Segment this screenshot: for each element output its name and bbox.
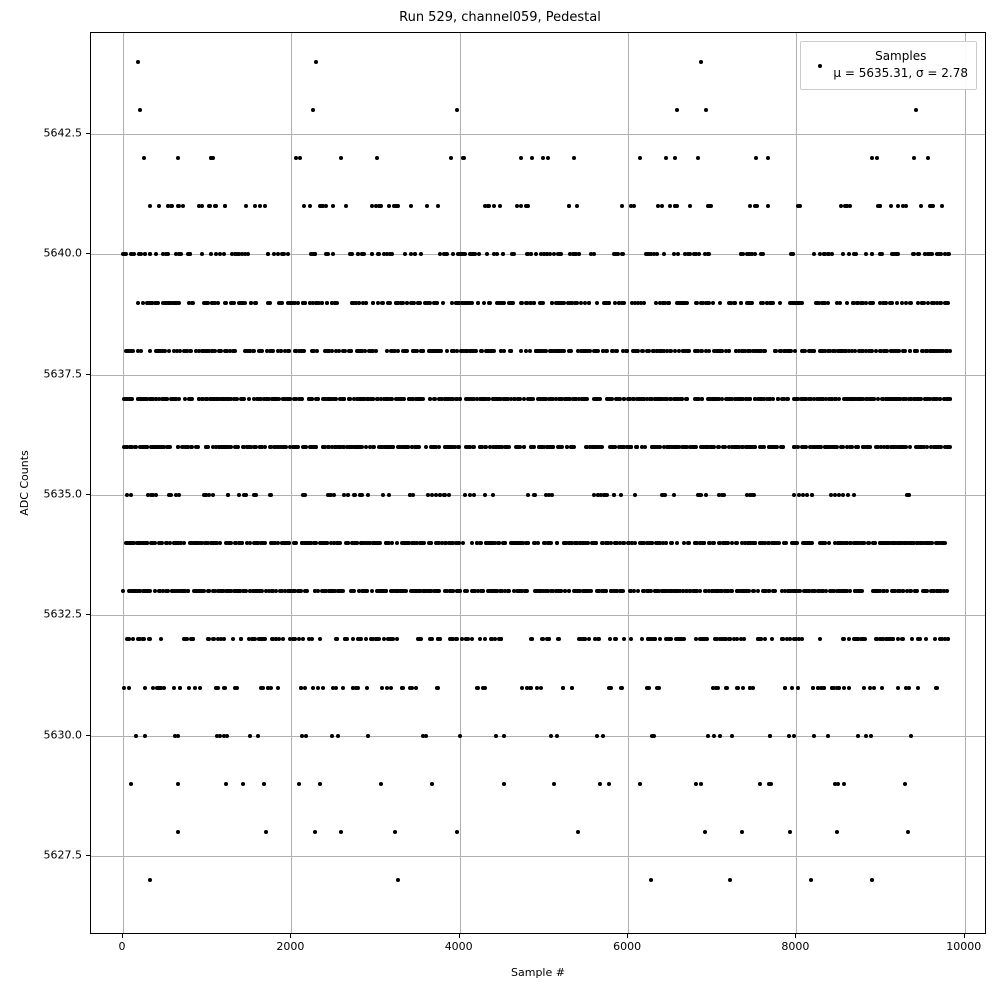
y-axis-label: ADC Counts <box>18 450 31 516</box>
gridline-vertical <box>628 33 629 933</box>
y-tick-label: 5640.0 <box>43 246 82 260</box>
scatter-marker-icon <box>818 64 822 68</box>
x-tick-label: 10000 <box>946 940 982 953</box>
gridline-horizontal <box>91 856 985 857</box>
y-tick <box>86 855 90 856</box>
y-tick-label: 5627.5 <box>43 848 82 862</box>
x-tick <box>964 934 965 938</box>
x-tick-label: 4000 <box>444 940 473 953</box>
y-tick-label: 5632.5 <box>43 607 82 621</box>
x-tick-label: 6000 <box>613 940 642 953</box>
gridline-horizontal <box>91 134 985 135</box>
y-tick <box>86 374 90 375</box>
x-tick <box>795 934 796 938</box>
x-tick <box>459 934 460 938</box>
plot-area <box>90 32 986 934</box>
x-tick-label: 2000 <box>276 940 305 953</box>
legend-marker <box>807 58 833 72</box>
x-axis-label: Sample # <box>511 966 565 979</box>
y-tick <box>86 494 90 495</box>
gridline-vertical <box>123 33 124 933</box>
x-tick-label: 8000 <box>781 940 810 953</box>
gridline-vertical <box>460 33 461 933</box>
x-tick <box>122 934 123 938</box>
gridline-horizontal <box>91 375 985 376</box>
y-tick <box>86 735 90 736</box>
x-tick-label: 0 <box>118 940 126 953</box>
y-tick-label: 5635.0 <box>43 487 82 501</box>
y-tick-label: 5630.0 <box>43 728 82 742</box>
x-tick <box>290 934 291 938</box>
y-tick-label: 5642.5 <box>43 126 82 140</box>
gridline-vertical <box>796 33 797 933</box>
legend-label-stats: μ = 5635.31, σ = 2.78 <box>833 66 968 81</box>
legend-text <box>833 48 968 83</box>
y-tick <box>86 614 90 615</box>
y-tick <box>86 133 90 134</box>
x-tick <box>627 934 628 938</box>
legend-entry-samples <box>807 48 968 83</box>
gridline-horizontal <box>91 615 985 616</box>
y-tick <box>86 253 90 254</box>
gridline-vertical <box>291 33 292 933</box>
legend <box>800 41 977 90</box>
page-title: Run 529, channel059, Pedestal <box>399 10 601 25</box>
legend-label-samples: Samples <box>875 49 927 63</box>
y-tick-label: 5637.5 <box>43 367 82 381</box>
gridline-vertical <box>965 33 966 933</box>
